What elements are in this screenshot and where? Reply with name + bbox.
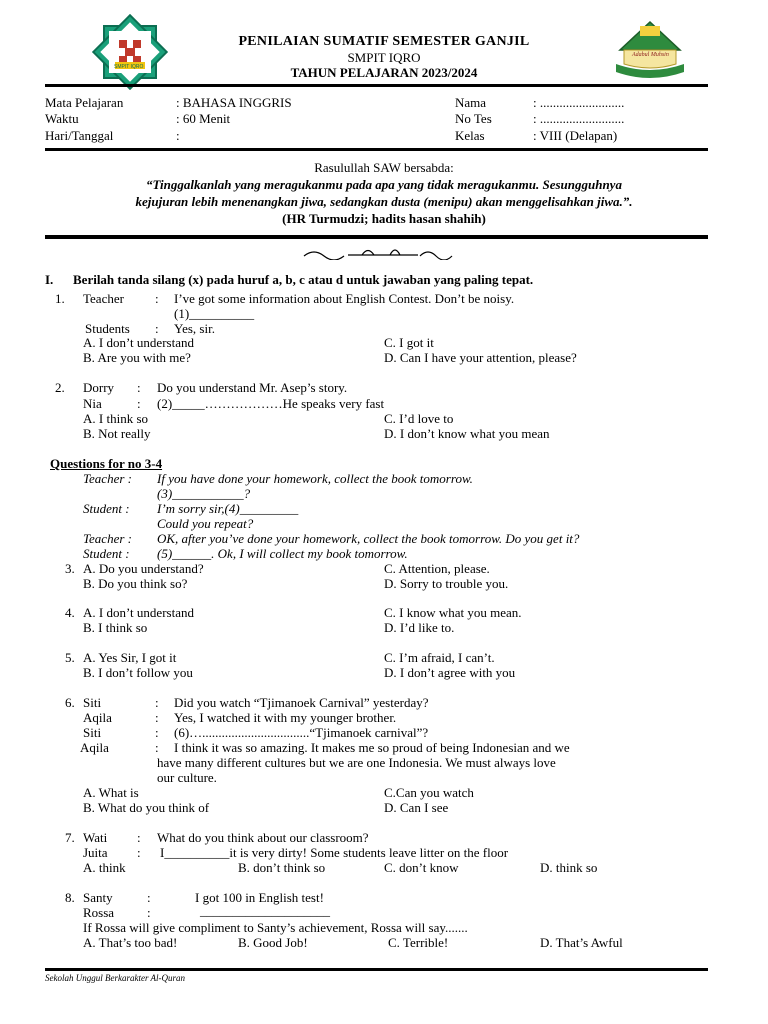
exam-title: PENILAIAN SUMATIF SEMESTER GANJIL xyxy=(238,34,530,49)
question-number: 2. xyxy=(55,380,65,395)
option-a[interactable]: A. I don’t understand xyxy=(83,335,194,350)
dialogue-line: our culture. xyxy=(157,770,217,785)
speaker: Teacher : xyxy=(83,471,132,486)
day-label: Hari/Tanggal xyxy=(45,128,114,143)
option-c[interactable]: C. I got it xyxy=(384,335,434,350)
option-b[interactable]: B. don’t think so xyxy=(238,860,326,875)
subject-value: : BAHASA INGGRIS xyxy=(176,95,292,110)
speaker: Students xyxy=(85,321,130,336)
dialogue-line: Did you watch “Tjimanoek Carnival” yesterday? xyxy=(174,695,429,710)
subject-label: Mata Pelajaran xyxy=(45,95,124,110)
passage-heading: Questions for no 3-4 xyxy=(50,456,163,471)
dialogue-line: (2)_____………………He speaks very fast xyxy=(157,396,385,411)
speaker: Teacher : xyxy=(83,531,132,546)
option-a[interactable]: A. That’s too bad! xyxy=(83,935,178,950)
dialogue-line: I got 100 in English test! xyxy=(195,890,324,905)
colon: : xyxy=(155,321,159,336)
dialogue-line: Yes, sir. xyxy=(174,321,215,336)
question-number: 8. xyxy=(65,890,75,905)
option-d[interactable]: D. think so xyxy=(540,860,598,875)
speaker: Dorry xyxy=(83,380,115,395)
option-b[interactable]: B. Are you with me? xyxy=(83,350,191,365)
option-c[interactable]: C. I’m afraid, I can’t. xyxy=(384,650,495,665)
option-d[interactable]: D. Sorry to trouble you. xyxy=(384,576,509,591)
speaker: Rossa xyxy=(83,905,115,920)
speaker: Santy xyxy=(83,890,113,905)
option-d[interactable]: D. I don’t agree with you xyxy=(384,665,516,680)
option-a[interactable]: A. Do you understand? xyxy=(83,561,204,576)
option-a[interactable]: A. think xyxy=(83,860,126,875)
option-b[interactable]: B. I don’t follow you xyxy=(83,665,193,680)
dialogue-rest: it is very dirty! Some students leave litter on the floor xyxy=(229,845,509,860)
calligraphy-ornament-icon xyxy=(300,244,460,260)
right-logo-text: Adabul Muhsin xyxy=(632,52,669,58)
colon: : xyxy=(155,710,159,725)
answer-blank: ____________________ xyxy=(200,903,330,918)
academic-year: TAHUN PELAJARAN 2023/2024 xyxy=(290,65,478,80)
class-label: Kelas xyxy=(455,128,485,143)
option-c[interactable]: C. don’t know xyxy=(384,860,459,875)
hadith-rule xyxy=(45,235,708,239)
option-b[interactable]: B. Do you think so? xyxy=(83,576,188,591)
option-c[interactable]: C. I’d love to xyxy=(384,411,454,426)
colon: : xyxy=(137,396,141,411)
school-name: SMPIT IQRO xyxy=(347,50,421,65)
question-number: 5. xyxy=(65,650,75,665)
test-number-label: No Tes xyxy=(455,111,492,126)
speaker: Aqila xyxy=(83,710,112,725)
speaker: Student : xyxy=(83,546,130,561)
answer-blank: (1)__________ xyxy=(174,306,255,321)
option-a[interactable]: A. What is xyxy=(83,785,139,800)
dialogue-line: I think it was so amazing. It makes me so proud of being Indonesian and we xyxy=(174,740,570,755)
option-b[interactable]: B. I think so xyxy=(83,620,148,635)
question-number: 3. xyxy=(65,561,75,576)
option-c[interactable]: C. I know what you mean. xyxy=(384,605,522,620)
option-d[interactable]: D. Can I have your attention, please? xyxy=(384,350,577,365)
option-c[interactable]: C. Terrible! xyxy=(388,935,449,950)
question-number: 1. xyxy=(55,291,65,306)
dialogue-line: have many different cultures but we are one Indonesia. We must always love xyxy=(157,755,556,770)
dialogue-line xyxy=(160,845,508,860)
left-logo-text: SMPIT IQRO xyxy=(114,64,144,70)
dialogue-line: Could you repeat? xyxy=(157,516,254,531)
question-prompt: If Rossa will give compliment to Santy’s achievement, Rossa will say....... xyxy=(83,920,468,935)
colon: : xyxy=(137,830,141,845)
test-number-value: : .......................... xyxy=(533,111,625,126)
dialogue-line: Do you understand Mr. Asep’s story. xyxy=(157,380,348,395)
option-b[interactable]: B. Good Job! xyxy=(238,935,308,950)
hadith-line-1: “Tinggalkanlah yang meragukanmu pada apa yang tidak meragukanmu. Sesungguhnya xyxy=(146,177,622,192)
question-number: 4. xyxy=(65,605,75,620)
dialogue-line: OK, after you’ve done your homework, collect the book tomorrow. Do you get it? xyxy=(157,531,580,546)
dialogue-line: If you have done your homework, collect the book tomorrow. xyxy=(157,471,473,486)
section-number: I. xyxy=(45,272,54,287)
day-value: : xyxy=(176,128,180,143)
option-a[interactable]: A. I think so xyxy=(83,411,148,426)
class-value: : VIII (Delapan) xyxy=(533,128,618,143)
option-a[interactable]: A. Yes Sir, I got it xyxy=(83,650,177,665)
footer-rule xyxy=(45,968,708,971)
colon: : xyxy=(155,740,159,755)
colon: : xyxy=(155,725,159,740)
colon: : xyxy=(137,380,141,395)
question-number: 6. xyxy=(65,695,75,710)
hadith-line-2: kejujuran lebih menenangkan jiwa, sedangkan dusta (menipu) akan menggelisahkan jiwa.”. xyxy=(135,194,633,209)
speaker: Juita xyxy=(83,845,108,860)
hadith-source: (HR Turmudzi; hadits hasan shahih) xyxy=(282,211,486,226)
colon: : xyxy=(147,890,151,905)
name-value: : .......................... xyxy=(533,95,625,110)
option-a[interactable]: A. I don’t understand xyxy=(83,605,194,620)
time-value: : 60 Menit xyxy=(176,111,231,126)
info-rule xyxy=(45,148,708,151)
dialogue-line: What do you think about our classroom? xyxy=(157,830,369,845)
option-c[interactable]: C. Attention, please. xyxy=(384,561,490,576)
dialogue-line: (5)______. Ok, I will collect my book tomorrow. xyxy=(157,546,408,561)
header-rule xyxy=(45,84,708,87)
dialogue-line: (6)….................................“Tjimanoek carnival”? xyxy=(174,725,429,740)
option-b[interactable]: B. What do you think of xyxy=(83,800,210,815)
colon: : xyxy=(137,845,141,860)
colon: : xyxy=(155,695,159,710)
speaker: Siti xyxy=(83,695,102,710)
option-c[interactable]: C.Can you watch xyxy=(384,785,474,800)
dialogue-line: Yes, I watched it with my younger brother. xyxy=(174,710,397,725)
speaker: Nia xyxy=(83,396,102,411)
option-d[interactable]: D. I’d like to. xyxy=(384,620,455,635)
answer-blank: __________ xyxy=(164,845,230,860)
speaker: Siti xyxy=(83,725,102,740)
speaker: Student : xyxy=(83,501,130,516)
speaker: Aqila xyxy=(80,740,109,755)
footer-text: Sekolah Unggul Berkarakter Al-Quran xyxy=(45,973,186,983)
name-label: Nama xyxy=(455,95,487,110)
speaker: Teacher xyxy=(83,291,124,306)
option-d[interactable]: D. Can I see xyxy=(384,800,449,815)
dialogue-word: I xyxy=(160,845,165,860)
dialogue-line: I’m sorry sir,(4)_________ xyxy=(157,501,299,516)
option-d[interactable]: D. I don’t know what you mean xyxy=(384,426,550,441)
colon: : xyxy=(147,905,151,920)
colon: : xyxy=(155,291,159,306)
dialogue-line: (3)___________? xyxy=(157,486,251,501)
time-label: Waktu xyxy=(45,111,79,126)
hadith-intro: Rasulullah SAW bersabda: xyxy=(314,160,454,175)
question-number: 7. xyxy=(65,830,75,845)
section-instruction: Berilah tanda silang (x) pada huruf a, b, c atau d untuk jawaban yang paling tepat. xyxy=(73,272,534,287)
speaker: Wati xyxy=(83,830,108,845)
dialogue-line: I’ve got some information about English Contest. Don’t be noisy. xyxy=(174,291,515,306)
option-d[interactable]: D. That’s Awful xyxy=(540,935,623,950)
option-b[interactable]: B. Not really xyxy=(83,426,151,441)
